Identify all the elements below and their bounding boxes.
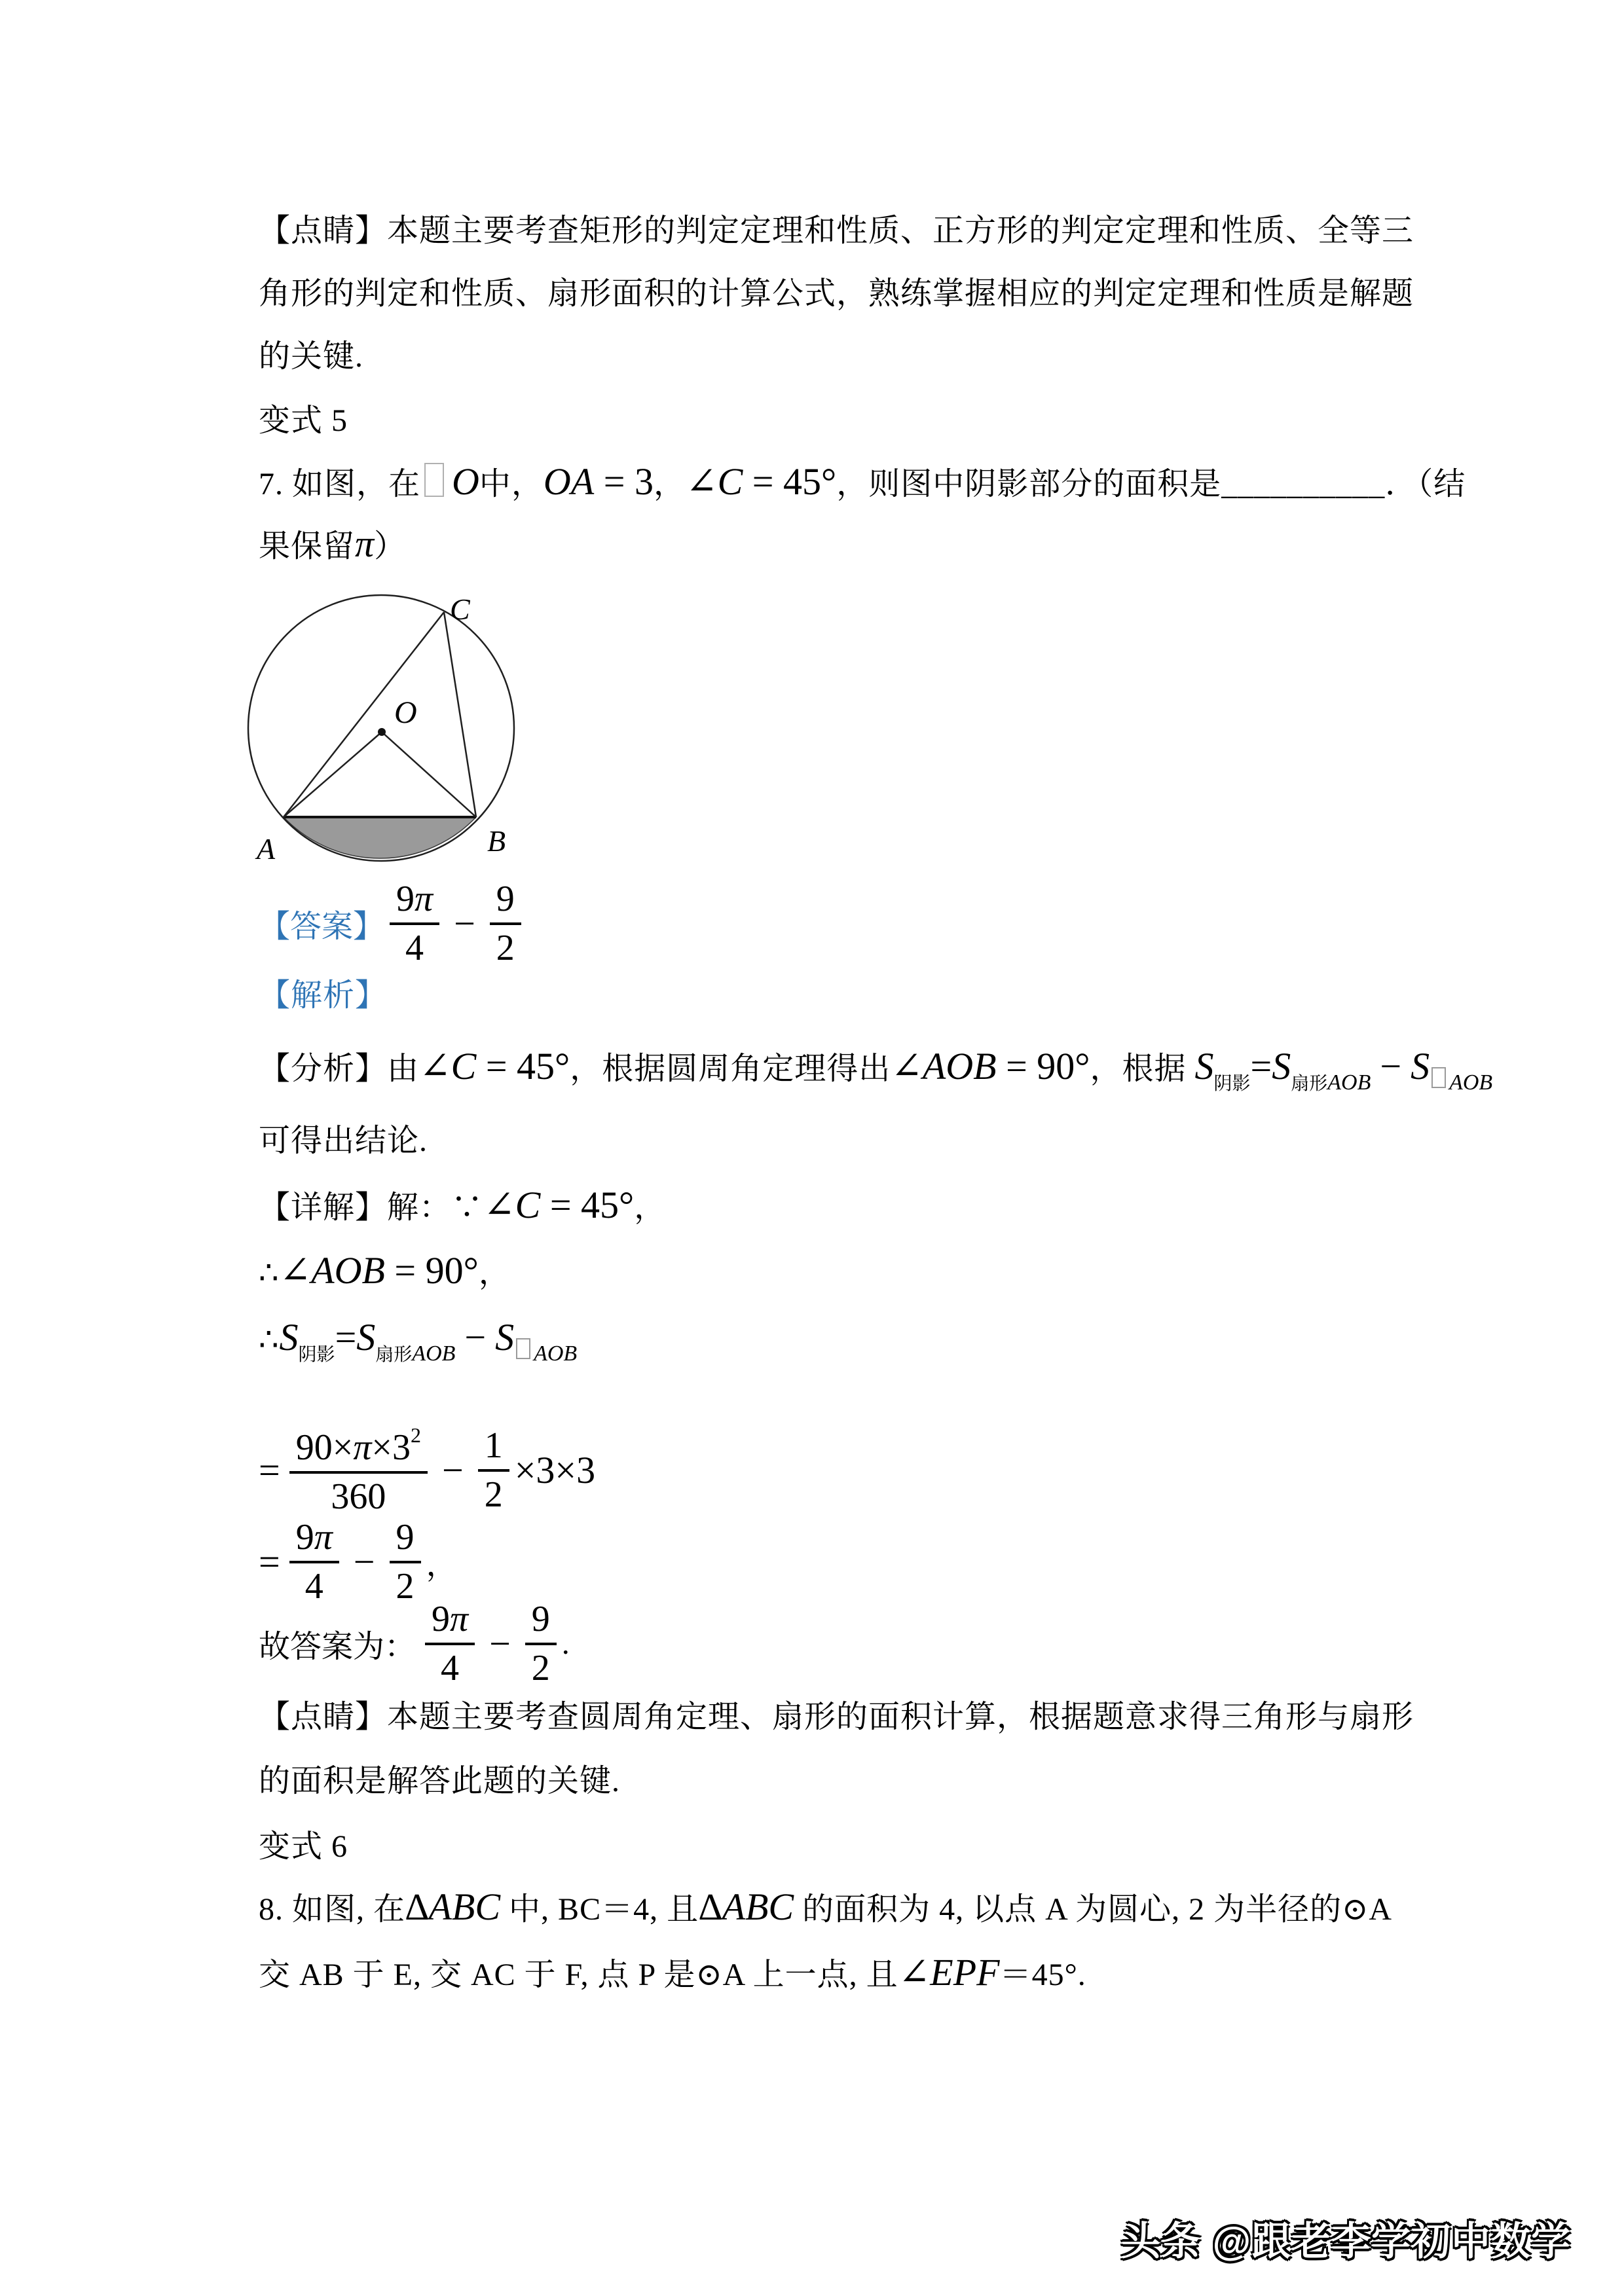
angle-symbol: ∠ bbox=[891, 1045, 923, 1087]
dianjing7-label: 【点睛】 bbox=[259, 1700, 388, 1734]
fraction-9-2: $\frac{9}{2}$ bbox=[525, 1599, 557, 1688]
point-label-B: B bbox=[487, 824, 506, 858]
question8-line2: 交 AB 于 E, 交 AC 于 F, 点 P 是⊙A 上一点, 且∠EPF＝45°. bbox=[259, 1951, 1086, 1994]
line-CB bbox=[444, 612, 476, 817]
var-O: O bbox=[452, 460, 479, 503]
missing-glyph-box bbox=[1431, 1067, 1446, 1088]
minus-sign: − bbox=[454, 902, 475, 945]
minus-sign: − bbox=[489, 1622, 511, 1665]
point-label-O: O bbox=[394, 695, 417, 730]
line-AC bbox=[284, 612, 444, 817]
missing-glyph-box bbox=[516, 1338, 530, 1359]
var-C: C bbox=[717, 460, 743, 503]
center-dot bbox=[378, 728, 386, 736]
var-C: C bbox=[451, 1045, 477, 1087]
fraction-1-2: $\frac{1}{2}$ bbox=[478, 1425, 509, 1514]
jiexi-label-line bbox=[259, 975, 387, 1016]
dianjing6-text1: 本题主要考查矩形的判定定理和性质、正方形的判定定理和性质、全等三 bbox=[387, 213, 1414, 248]
jiexi-label: 【解析】 bbox=[259, 978, 388, 1013]
xiangjie-line3: $\therefore S_{阴影}=S_{扇形AOB} - S$ $_{AOB}$ bbox=[259, 1316, 578, 1366]
fraction-9pi-4: $\frac{9\pi}{4}$ bbox=[390, 879, 439, 968]
fraction-9-2: $\frac{9}{2}$ bbox=[490, 879, 521, 968]
fenxi-line2: 可得出结论. bbox=[259, 1123, 428, 1158]
angle-symbol: ∠ bbox=[419, 1045, 451, 1087]
dianjing6-label: 【点睛】 bbox=[259, 213, 388, 248]
dianjing7-line1: 【点睛】本题主要考查圆周角定理、扇形的面积计算，根据题意求得三角形与扇形 bbox=[259, 1700, 1414, 1734]
minus-sign: − bbox=[353, 1540, 375, 1583]
question8-line1: 8. 如图, 在∆ABC 中, BC＝4, 且∆ABC 的面积为 4, 以点 A 为圆心, 2 为半径的⊙A bbox=[259, 1886, 1393, 1928]
pi-symbol: π bbox=[355, 522, 375, 565]
var-AOB: AOB bbox=[922, 1045, 997, 1087]
radius-OB bbox=[382, 732, 476, 817]
angle-symbol: ∠ bbox=[898, 1951, 931, 1994]
answer-label: 【答案】 bbox=[259, 909, 385, 944]
angle-symbol: ∠ bbox=[685, 460, 718, 503]
var-triangle-ABC: ∆ABC bbox=[405, 1886, 501, 1928]
var-triangle-ABC: ∆ABC bbox=[699, 1886, 794, 1928]
dianjing7-line2: 的面积是解答此题的关键. bbox=[259, 1764, 621, 1798]
shaded-segment bbox=[284, 817, 476, 858]
dianjing6-line1 bbox=[259, 211, 1414, 251]
point-label-C: C bbox=[450, 592, 470, 626]
radius-OA bbox=[284, 732, 382, 817]
equation-line1: = $\frac{90\times\pi\times 3^2}{360}$ − $\frac{1}{2}$ ×3×3 bbox=[259, 1423, 596, 1517]
point-label-A: A bbox=[257, 832, 276, 866]
fraction-9pi-4: $\frac{9\pi}{4}$ bbox=[425, 1599, 475, 1688]
variation6-heading: 变式 6 bbox=[259, 1829, 348, 1864]
dianjing6-line2: 角形的判定和性质、扇形面积的计算公式，熟练掌握相应的判定定理和性质是解题 bbox=[259, 276, 1414, 311]
fenxi-line1: 【分析】由∠C = 45°，根据圆周角定理得出∠AOB = 90°，根据 $S_{阴影}=S_{扇形AOB} - S$ $_{AOB}$ bbox=[259, 1045, 1493, 1095]
question7-line1: 7. 如图，在 O中，OA = 3，∠C = 45°，则图中阴影部分的面积是__________．（结 bbox=[259, 460, 1466, 503]
var-OA: OA bbox=[543, 460, 595, 503]
final-answer-row: 故答案为： $\frac{9\pi}{4}$ − $\frac{9}{2}$ . bbox=[259, 1599, 570, 1688]
answer-blank: __________ bbox=[1221, 467, 1386, 501]
angle-symbol: ∠ bbox=[279, 1249, 312, 1292]
xiangjie-line1: 【详解】解：∵∠C = 45°， bbox=[259, 1184, 667, 1226]
var-EPF: EPF bbox=[930, 1951, 1000, 1994]
var-C: C bbox=[515, 1184, 541, 1226]
watermark-toutiao: 头条 @跟老李学初中数学 bbox=[1121, 2219, 1572, 2263]
fraction-sector: $\frac{90\times\pi\times 3^2}{360}$ bbox=[289, 1423, 428, 1516]
var-AOB: AOB bbox=[311, 1249, 385, 1292]
equation-line2: = $\frac{9\pi}{4}$ − $\frac{9}{2}$ ， bbox=[259, 1517, 458, 1607]
missing-glyph-box bbox=[424, 463, 444, 497]
dianjing6-line3: 的关键. bbox=[259, 339, 364, 374]
answer-row bbox=[259, 881, 526, 966]
fraction-9pi-4: $\frac{9\pi}{4}$ bbox=[289, 1517, 339, 1606]
xiangjie-line2: ∴∠AOB = 90°， bbox=[259, 1249, 511, 1292]
minus-sign: − bbox=[441, 1448, 464, 1491]
variation5-heading: 变式 5 bbox=[259, 403, 348, 438]
angle-symbol: ∠ bbox=[483, 1184, 515, 1226]
circle-diagram bbox=[223, 563, 537, 890]
question7-line2: 果保留π） bbox=[259, 522, 407, 565]
fraction-9-2: $\frac{9}{2}$ bbox=[390, 1517, 421, 1606]
